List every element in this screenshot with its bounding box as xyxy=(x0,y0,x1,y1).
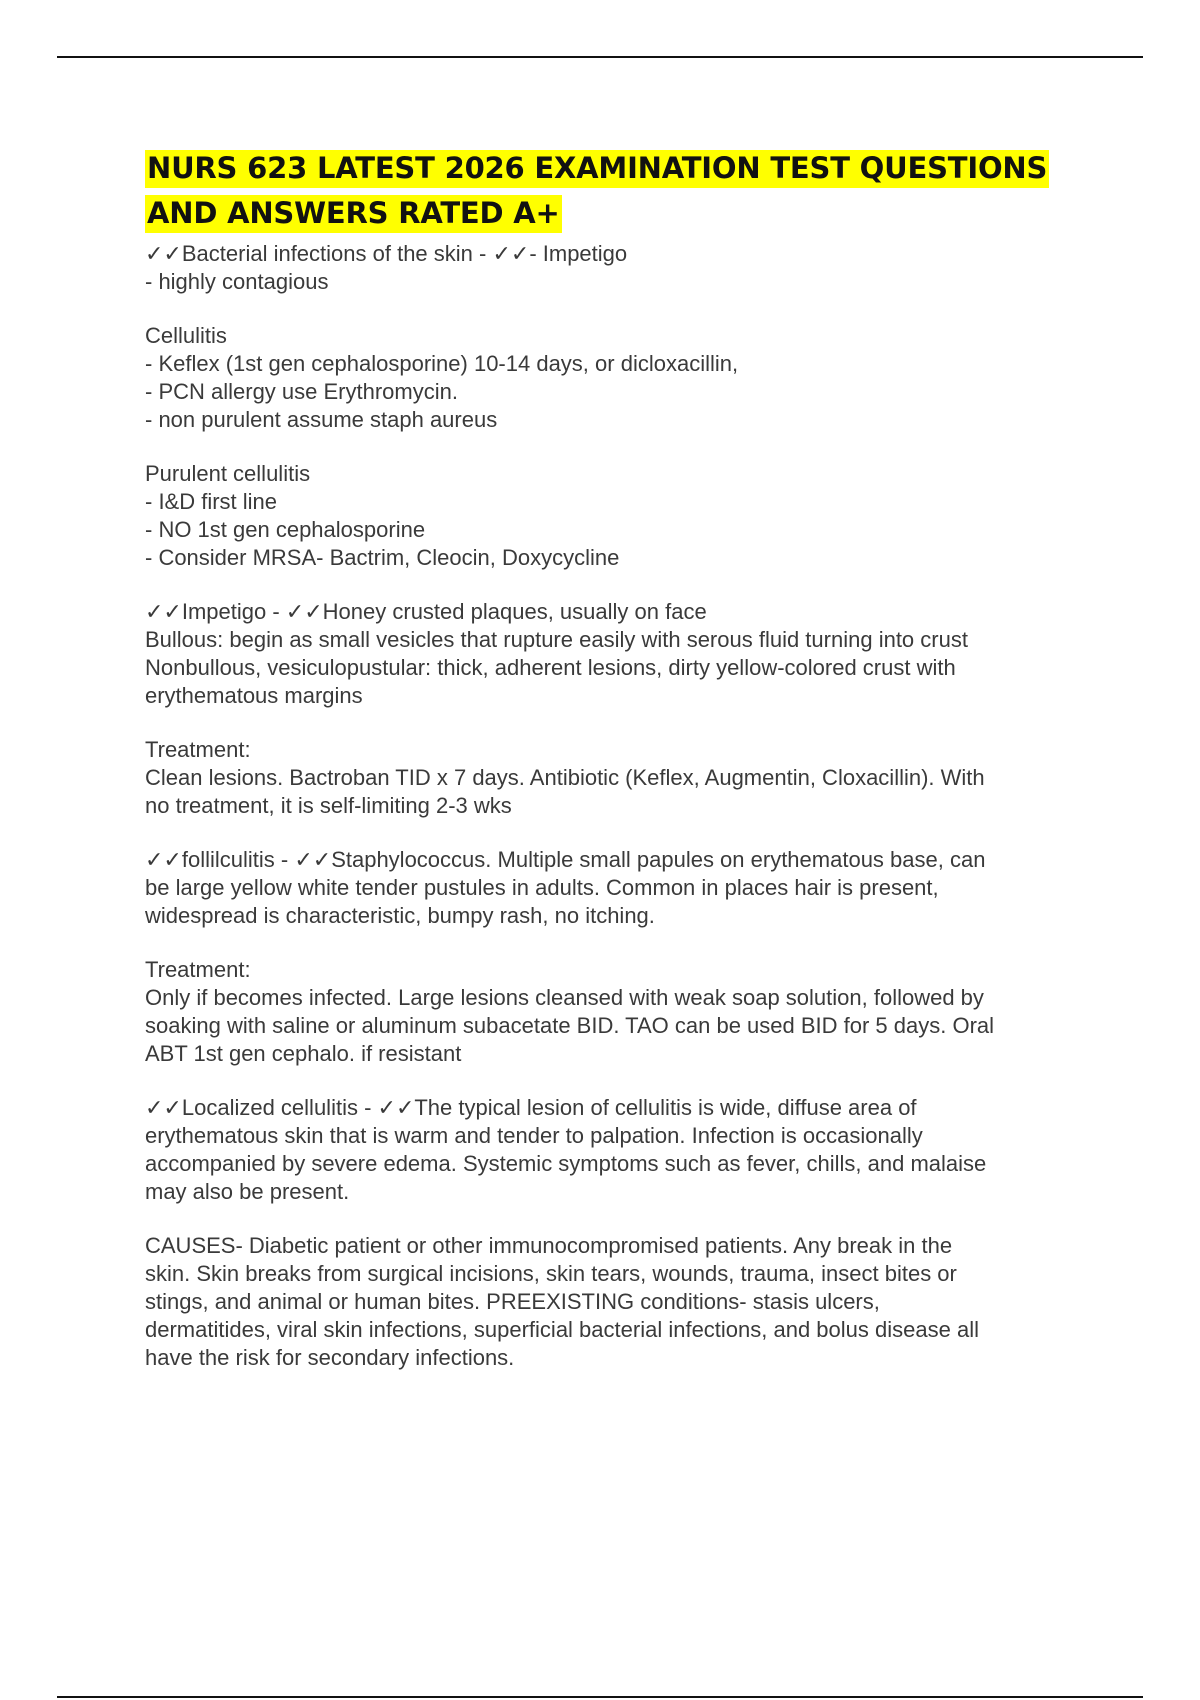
text-line: Treatment: xyxy=(145,957,251,982)
text-line: have the risk for secondary infections. xyxy=(145,1345,515,1370)
text-line: - Consider MRSA- Bactrim, Cleocin, Doxycycline xyxy=(145,545,620,570)
text-line: - NO 1st gen cephalosporine xyxy=(145,517,426,542)
header-rule xyxy=(57,56,1143,58)
qa-impetigo xyxy=(145,598,1085,710)
section-causes xyxy=(145,1232,1085,1372)
text-line: - non purulent assume staph aureus xyxy=(145,407,498,432)
text-line: Clean lesions. Bactroban TID x 7 days. Antibiotic (Keflex, Augmentin, Cloxacillin). With xyxy=(145,765,985,790)
section-cellulitis xyxy=(145,322,1085,434)
section-folliculitis-treatment xyxy=(145,956,1085,1068)
title-line-1: NURS 623 LATEST 2026 EXAMINATION TEST QUESTIONS xyxy=(145,150,1049,188)
text-line: CAUSES- Diabetic patient or other immunocompromised patients. Any break in the xyxy=(145,1233,953,1258)
text-line: - highly contagious xyxy=(145,269,329,294)
text-line: - I&D first line xyxy=(145,489,278,514)
text-line: ✓✓Impetigo - ✓✓Honey crusted plaques, usually on face xyxy=(145,599,707,624)
text-line: skin. Skin breaks from surgical incisions, skin tears, wounds, trauma, insect bites or xyxy=(145,1261,957,1286)
text-line: ABT 1st gen cephalo. if resistant xyxy=(145,1041,462,1066)
text-line: be large yellow white tender pustules in adults. Common in places hair is present, xyxy=(145,875,939,900)
title-line-2: AND ANSWERS RATED A+ xyxy=(145,195,562,233)
qa-localized-cellulitis xyxy=(145,1094,1085,1206)
text-line: ✓✓Localized cellulitis - ✓✓The typical lesion of cellulitis is wide, diffuse area of xyxy=(145,1095,917,1120)
text-line: Bullous: begin as small vesicles that rupture easily with serous fluid turning into crust xyxy=(145,627,968,652)
text-line: soaking with saline or aluminum subacetate BID. TAO can be used BID for 5 days. Oral xyxy=(145,1013,995,1038)
text-line: accompanied by severe edema. Systemic symptoms such as fever, chills, and malaise xyxy=(145,1151,987,1176)
text-line: dermatitides, viral skin infections, superficial bacterial infections, and bolus disease all xyxy=(145,1317,979,1342)
section-purulent-cellulitis xyxy=(145,460,1085,572)
text-line: Only if becomes infected. Large lesions cleansed with weak soap solution, followed by xyxy=(145,985,984,1010)
footer-rule xyxy=(57,1696,1143,1698)
text-line: erythematous margins xyxy=(145,683,363,708)
text-line: stings, and animal or human bites. PREEXISTING conditions- stasis ulcers, xyxy=(145,1289,880,1314)
text-line: - PCN allergy use Erythromycin. xyxy=(145,379,458,404)
text-line: Treatment: xyxy=(145,737,251,762)
text-line: ✓✓Bacterial infections of the skin - ✓✓- Impetigo xyxy=(145,241,628,266)
text-line: - Keflex (1st gen cephalosporine) 10-14 days, or dicloxacillin, xyxy=(145,351,739,376)
text-line: Cellulitis xyxy=(145,323,227,348)
document-title xyxy=(145,146,1085,236)
text-line: may also be present. xyxy=(145,1179,350,1204)
text-line: Nonbullous, vesiculopustular: thick, adherent lesions, dirty yellow-colored crust with xyxy=(145,655,956,680)
section-impetigo-treatment xyxy=(145,736,1085,820)
text-line: widespread is characteristic, bumpy rash, no itching. xyxy=(145,903,655,928)
text-line: no treatment, it is self-limiting 2-3 wks xyxy=(145,793,512,818)
text-line: ✓✓follilculitis - ✓✓Staphylococcus. Multiple small papules on erythematous base, can xyxy=(145,847,986,872)
document-body xyxy=(145,146,1085,1398)
text-line: erythematous skin that is warm and tender to palpation. Infection is occasionally xyxy=(145,1123,923,1148)
qa-bacterial-infections xyxy=(145,240,1085,296)
text-line: Purulent cellulitis xyxy=(145,461,311,486)
qa-folliculitis xyxy=(145,846,1085,930)
